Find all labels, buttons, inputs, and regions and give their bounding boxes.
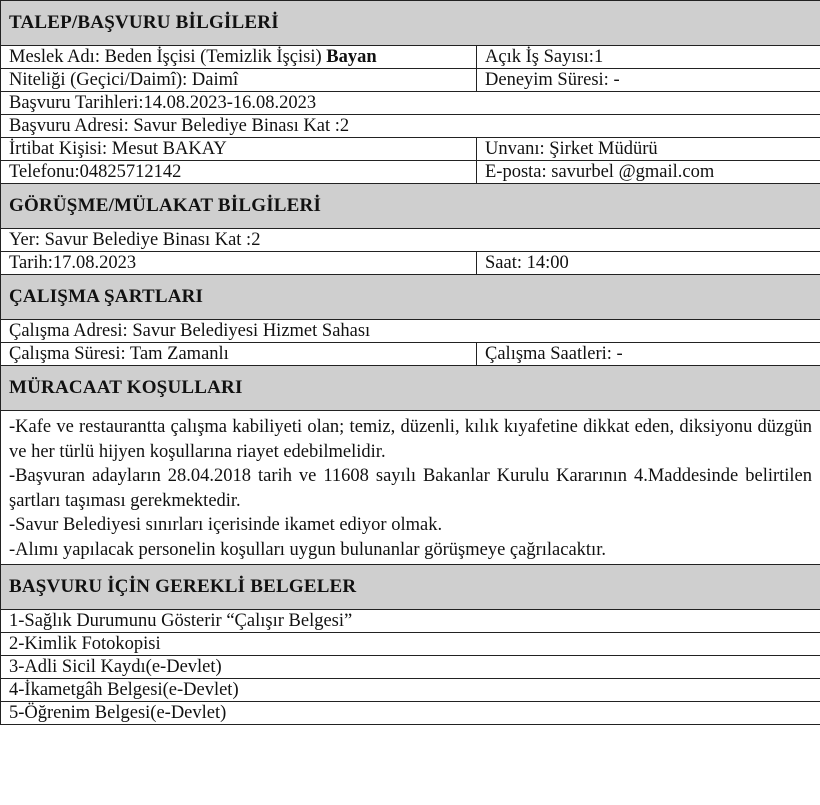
basvuru-adresi: Başvuru Adresi: Savur Belediye Binası Kat :2 [1, 115, 820, 138]
belge-item: 1-Sağlık Durumunu Gösterir “Çalışır Belgesi” [1, 610, 820, 633]
section-header-muracaat [1, 366, 820, 411]
table-row [1, 115, 820, 138]
table-row [1, 679, 820, 702]
table-row [1, 656, 820, 679]
table-row [1, 343, 820, 366]
calisma-adresi: Çalışma Adresi: Savur Belediyesi Hizmet Sahası [1, 320, 820, 343]
section-header-belgeler [1, 565, 820, 610]
unvan: Unvanı: Şirket Müdürü [477, 138, 820, 161]
table-row [1, 411, 820, 565]
section-header-calisma [1, 275, 820, 320]
meslek-adi-bold: Bayan [326, 47, 377, 67]
meslek-adi-text: Meslek Adı: Beden İşçisi (Temizlik İşçisi) [9, 47, 327, 67]
niteligi: Niteliği (Geçici/Daimî): Daimî [1, 69, 477, 92]
section-title: ÇALIŞMA ŞARTLARI [1, 275, 820, 320]
table-row [1, 320, 820, 343]
telefon: Telefonu:04825712142 [1, 161, 477, 184]
table-row [1, 92, 820, 115]
table-row [1, 138, 820, 161]
table-row [1, 229, 820, 252]
section-title: GÖRÜŞME/MÜLAKAT BİLGİLERİ [1, 184, 820, 229]
section-header-talep [1, 1, 820, 46]
list-item: -Alımı yapılacak personelin koşulları uygun bulunanlar görüşmeye çağrılacaktır. [9, 539, 606, 560]
table-row [1, 161, 820, 184]
calisma-saatleri: Çalışma Saatleri: - [477, 343, 820, 366]
section-title: TALEP/BAŞVURU BİLGİLERİ [1, 1, 820, 46]
table-row [1, 46, 820, 69]
section-title: BAŞVURU İÇİN GEREKLİ BELGELER [1, 565, 820, 610]
belge-item: 2-Kimlik Fotokopisi [1, 633, 820, 656]
table-row [1, 610, 820, 633]
irtibat-kisisi: İrtibat Kişisi: Mesut BAKAY [1, 138, 477, 161]
table-row [1, 69, 820, 92]
belge-item: 3-Adli Sicil Kaydı(e-Devlet) [1, 656, 820, 679]
table-row [1, 633, 820, 656]
list-item: -Kafe ve restaurantta çalışma kabiliyeti olan; temiz, düzenli, kılık kıyafetine dikkat eden, diksiyonu düzgün ve her türlü hijyen koşullarına riayet edebilmelidir. [9, 417, 813, 462]
gorusme-tarih: Tarih:17.08.2023 [1, 252, 477, 275]
basvuru-tarihleri: Başvuru Tarihleri:14.08.2023-16.08.2023 [1, 92, 820, 115]
table-row [1, 702, 820, 725]
table-row [1, 252, 820, 275]
section-title: MÜRACAAT KOŞULLARI [1, 366, 820, 411]
deneyim-suresi: Deneyim Süresi: - [477, 69, 820, 92]
acik-is-sayisi: Açık İş Sayısı:1 [477, 46, 820, 69]
eposta: E-posta: savurbel @gmail.com [477, 161, 820, 184]
muracaat-kosullari-text [1, 411, 820, 565]
gorusme-saat: Saat: 14:00 [477, 252, 820, 275]
gorusme-yer: Yer: Savur Belediye Binası Kat :2 [1, 229, 820, 252]
section-header-gorusme [1, 184, 820, 229]
calisma-suresi: Çalışma Süresi: Tam Zamanlı [1, 343, 477, 366]
belge-item: 4-İkametgâh Belgesi(e-Devlet) [1, 679, 820, 702]
meslek-adi [1, 46, 477, 69]
list-item: -Savur Belediyesi sınırları içerisinde ikamet ediyor olmak. [9, 515, 443, 535]
belge-item: 5-Öğrenim Belgesi(e-Devlet) [1, 702, 820, 725]
list-item: -Başvuran adayların 28.04.2018 tarih ve 11608 sayılı Bakanlar Kurulu Kararının 4.Maddesinde belirtilen şartları taşıması gerekmektedir. [9, 466, 813, 511]
